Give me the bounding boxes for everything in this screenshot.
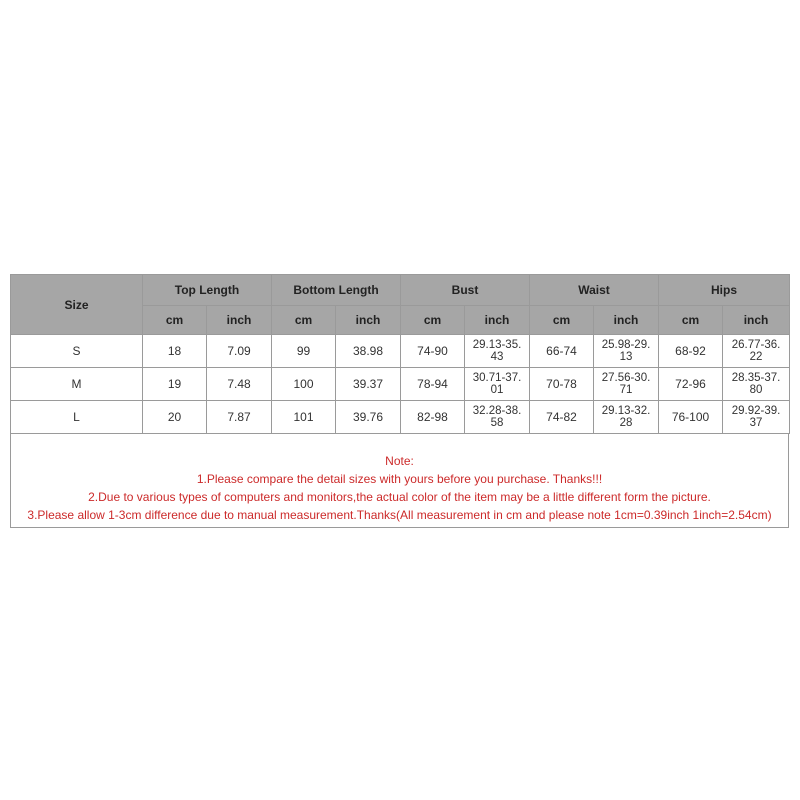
hips-inch-line-1: 29.92-39. (731, 405, 781, 417)
notes-title: Note: (385, 454, 414, 468)
waist-inch-cell (594, 401, 659, 434)
waist-inch-line-1: 27.56-30. (601, 372, 651, 384)
bust-header: Bust (401, 275, 530, 306)
unit-header-cm: cm (530, 306, 594, 335)
bust-inch-line-1: 29.13-35. (472, 339, 522, 351)
bust-cm-cell: 74-90 (401, 335, 465, 368)
waist-inch-line-2: 28 (619, 417, 633, 429)
hips-inch-cell (723, 401, 790, 434)
top-length-header: Top Length (143, 275, 272, 306)
unit-header-inch: inch (723, 306, 790, 335)
hips-inch-line-2: 22 (749, 351, 763, 363)
waist-inch-line-1: 29.13-32. (601, 405, 651, 417)
unit-header-cm: cm (659, 306, 723, 335)
note-line-2: 2.Due to various types of computers and monitors,the actual color of the item may be a little different form the picture. (88, 490, 711, 504)
unit-header-inch: inch (465, 306, 530, 335)
top-cm-cell: 19 (143, 368, 207, 401)
table-row (11, 368, 790, 401)
waist-cm-cell: 74-82 (530, 401, 594, 434)
size-cell: S (11, 335, 143, 368)
waist-header: Waist (530, 275, 659, 306)
waist-inch-line-1: 25.98-29. (601, 339, 651, 351)
bust-inch-cell (465, 368, 530, 401)
bust-inch-line-2: 58 (490, 417, 504, 429)
unit-header-inch: inch (207, 306, 272, 335)
hips-header: Hips (659, 275, 790, 306)
hips-inch-cell (723, 335, 790, 368)
top-inch-cell: 7.87 (207, 401, 272, 434)
waist-inch-cell (594, 335, 659, 368)
table-row (11, 401, 790, 434)
size-column-header: Size (11, 275, 143, 335)
table-row (11, 335, 790, 368)
waist-inch-cell (594, 368, 659, 401)
size-table (10, 274, 790, 434)
unit-header-cm: cm (143, 306, 207, 335)
bust-inch-cell (465, 335, 530, 368)
hips-inch-line-2: 80 (749, 384, 763, 396)
unit-header-inch: inch (594, 306, 659, 335)
hips-cm-cell: 76-100 (659, 401, 723, 434)
bust-inch-line-2: 43 (490, 351, 504, 363)
waist-cm-cell: 66-74 (530, 335, 594, 368)
note-line-1: 1.Please compare the detail sizes with yours before you purchase. Thanks!!! (196, 472, 603, 486)
bottom-cm-cell: 100 (272, 368, 336, 401)
unit-header-inch: inch (336, 306, 401, 335)
header-row-groups (11, 275, 790, 306)
top-inch-cell: 7.48 (207, 368, 272, 401)
hips-cm-cell: 68-92 (659, 335, 723, 368)
bottom-inch-cell: 39.76 (336, 401, 401, 434)
bottom-inch-cell: 39.37 (336, 368, 401, 401)
waist-inch-line-2: 13 (619, 351, 633, 363)
size-chart (10, 274, 789, 528)
bust-cm-cell: 82-98 (401, 401, 465, 434)
bottom-length-header: Bottom Length (272, 275, 401, 306)
top-cm-cell: 18 (143, 335, 207, 368)
bust-cm-cell: 78-94 (401, 368, 465, 401)
bust-inch-line-2: 01 (490, 384, 504, 396)
bust-inch-line-1: 32.28-38. (472, 405, 522, 417)
size-cell: L (11, 401, 143, 434)
hips-inch-cell (723, 368, 790, 401)
hips-inch-line-1: 26.77-36. (731, 339, 781, 351)
waist-inch-line-2: 71 (619, 384, 633, 396)
waist-cm-cell: 70-78 (530, 368, 594, 401)
bottom-cm-cell: 101 (272, 401, 336, 434)
hips-inch-line-2: 37 (749, 417, 763, 429)
top-inch-cell: 7.09 (207, 335, 272, 368)
top-cm-cell: 20 (143, 401, 207, 434)
hips-cm-cell: 72-96 (659, 368, 723, 401)
bust-inch-cell (465, 401, 530, 434)
bottom-cm-cell: 99 (272, 335, 336, 368)
notes-box (10, 434, 789, 528)
unit-header-cm: cm (272, 306, 336, 335)
unit-header-cm: cm (401, 306, 465, 335)
bottom-inch-cell: 38.98 (336, 335, 401, 368)
size-cell: M (11, 368, 143, 401)
note-line-3: 3.Please allow 1-3cm difference due to manual measurement.Thanks(All measurement in cm and please note 1cm=0.39inch 1inch=2.54cm) (27, 508, 772, 522)
bust-inch-line-1: 30.71-37. (472, 372, 522, 384)
hips-inch-line-1: 28.35-37. (731, 372, 781, 384)
